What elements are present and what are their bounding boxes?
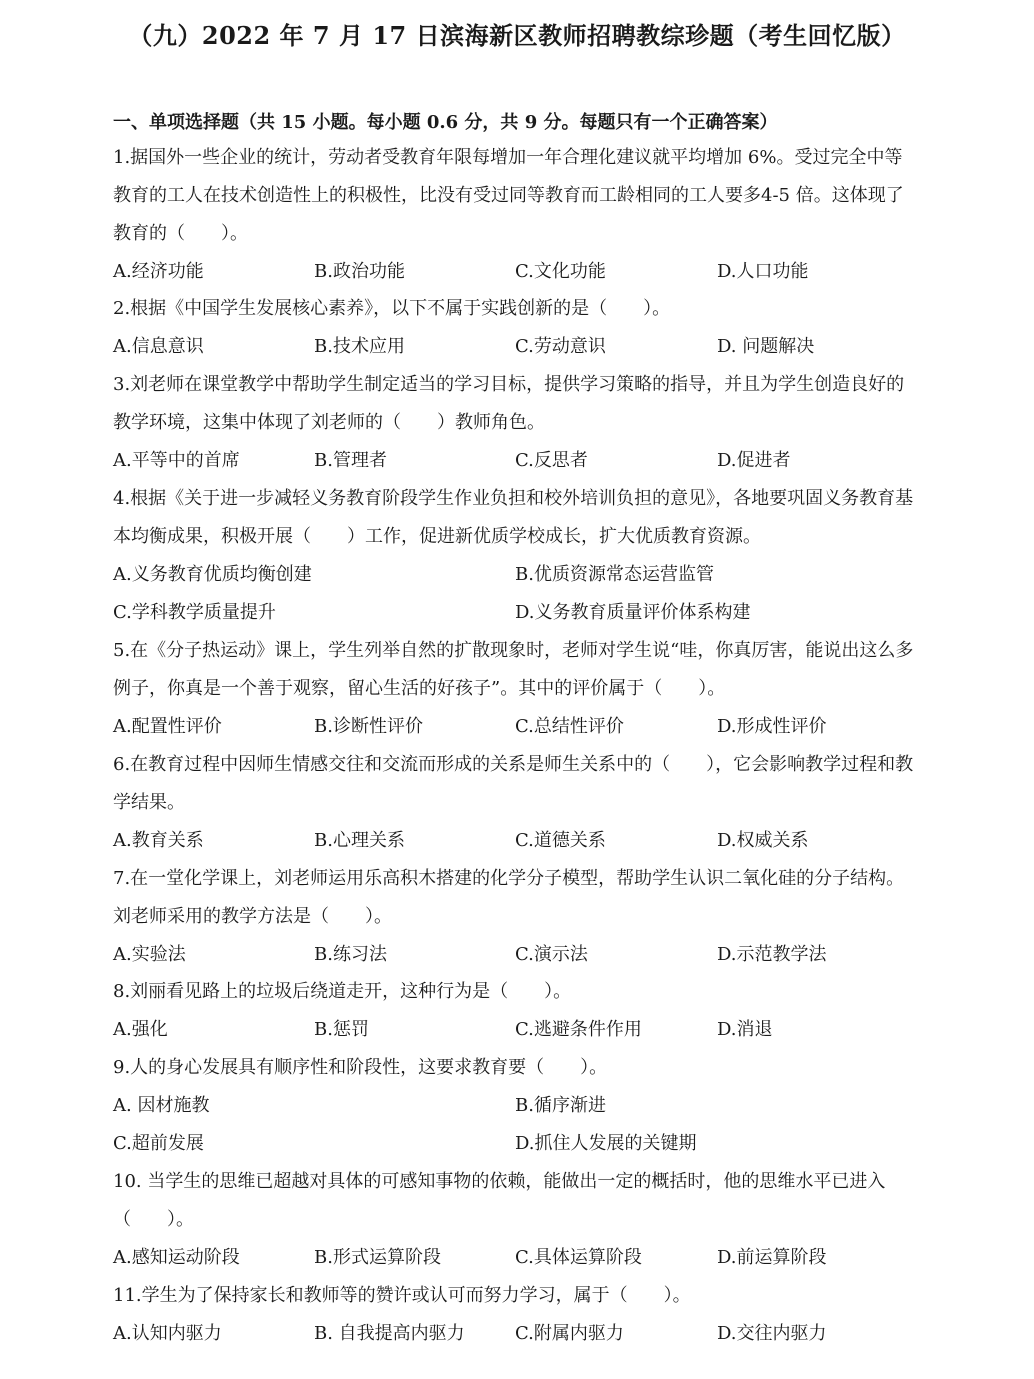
question-3: 3.刘老师在课堂教学中帮助学生制定适当的学习目标，提供学习策略的指导，并且为学生创造良好的教学环境，这集中体现了刘老师的（ ）教师角色。	[113, 374, 905, 433]
option-a: A.配置性评价	[113, 716, 222, 737]
option-a: A.认知内驱力	[113, 1323, 222, 1344]
option-c: C.总结性评价	[515, 716, 624, 737]
option-d: D.形成性评价	[717, 716, 827, 737]
option-c: C.劳动意识	[515, 336, 606, 357]
options-row	[113, 442, 915, 480]
options-row	[113, 1239, 915, 1277]
question-1: 1.据国外一些企业的统计，劳动者受教育年限每增加一年合理化建议就平均增加 6%。受过完全中等教育的工人在技术创造性上的积极性，比没有受过同等教育而工龄相同的工人要多4-5 倍。这体现了教育的（ ）。	[113, 147, 904, 244]
question-7: 7.在一堂化学课上，刘老师运用乐高积木搭建的化学分子模型，帮助学生认识二氧化硅的分子结构。刘老师采用的教学方法是（ ）。	[113, 868, 905, 927]
option-b: B.优质资源常态运营监管	[515, 564, 714, 585]
options-row	[113, 1087, 915, 1125]
option-c: C.附属内驱力	[515, 1323, 624, 1344]
options-row	[113, 1315, 915, 1353]
options-row	[113, 1125, 915, 1163]
option-c: C.文化功能	[515, 261, 606, 282]
option-a: A.教育关系	[113, 830, 204, 851]
option-b: B.诊断性评价	[314, 716, 423, 737]
option-a: A.实验法	[113, 944, 186, 965]
option-a: A.义务教育优质均衡创建	[113, 564, 312, 585]
option-c: C.道德关系	[515, 830, 606, 851]
option-c: C.逃避条件作用	[515, 1019, 642, 1040]
question-2: 2.根据《中国学生发展核心素养》，以下不属于实践创新的是（ ）。	[113, 298, 671, 319]
option-b: B.循序渐进	[515, 1095, 606, 1116]
question-5: 5.在《分子热运动》课上，学生列举自然的扩散现象时，老师对学生说“哇，你真厉害，能说出这么多例子，你真是一个善于观察，留心生活的好孩子”。其中的评价属于（ ）。	[113, 640, 914, 699]
option-b: B.心理关系	[314, 830, 405, 851]
option-d: D.交往内驱力	[717, 1323, 827, 1344]
option-d: D.抓住人发展的关键期	[515, 1133, 697, 1154]
option-b: B.政治功能	[314, 261, 405, 282]
option-d: D.人口功能	[717, 261, 809, 282]
option-c: C.学科教学质量提升	[113, 602, 276, 623]
options-row	[113, 328, 915, 366]
option-a: A.感知运动阶段	[113, 1247, 240, 1268]
option-b: B.练习法	[314, 944, 387, 965]
options-row	[113, 936, 915, 974]
options-row	[113, 556, 915, 594]
option-d: D. 问题解决	[717, 336, 815, 357]
question-8: 8.刘丽看见路上的垃圾后绕道走开，这种行为是（ ）。	[113, 981, 572, 1002]
option-a: A.信息意识	[113, 336, 204, 357]
option-b: B.技术应用	[314, 336, 405, 357]
question-6: 6.在教育过程中因师生情感交往和交流而形成的关系是师生关系中的（ ），它会影响教学过程和教学结果。	[113, 754, 914, 813]
options-row	[113, 253, 915, 291]
section-heading: 一、单项选择题（共 15 小题。每小题 0.6 分，共 9 分。每题只有一个正确答案）	[113, 112, 778, 133]
options-row	[113, 822, 915, 860]
options-row	[113, 594, 915, 632]
question-11: 11.学生为了保持家长和教师等的赞许或认可而努力学习，属于（ ）。	[113, 1285, 691, 1306]
option-c: C.超前发展	[113, 1133, 204, 1154]
option-d: D.促进者	[717, 450, 791, 471]
option-a: A.平等中的首席	[113, 450, 240, 471]
question-10: 10. 当学生的思维已超越对具体的可感知事物的依赖，能做出一定的概括时，他的思维水平已进入（ ）。	[113, 1171, 886, 1230]
option-c: C.反思者	[515, 450, 588, 471]
question-9: 9.人的身心发展具有顺序性和阶段性，这要求教育要（ ）。	[113, 1057, 608, 1078]
option-a: A.强化	[113, 1019, 168, 1040]
option-d: D.义务教育质量评价体系构建	[515, 602, 751, 623]
option-d: D.前运算阶段	[717, 1247, 827, 1268]
options-row	[113, 1011, 915, 1049]
option-b: B.管理者	[314, 450, 387, 471]
option-a: A. 因材施教	[113, 1095, 210, 1116]
option-b: B. 自我提高内驱力	[314, 1323, 465, 1344]
option-c: C.具体运算阶段	[515, 1247, 642, 1268]
option-b: B.形式运算阶段	[314, 1247, 441, 1268]
option-d: D.权威关系	[717, 830, 809, 851]
option-d: D.消退	[717, 1019, 773, 1040]
options-row	[113, 708, 915, 746]
option-d: D.示范教学法	[717, 944, 827, 965]
page-title: （九）2022 年 7 月 17 日滨海新区教师招聘教综珍题（考生回忆版）	[128, 21, 906, 50]
option-b: B.惩罚	[314, 1019, 369, 1040]
option-a: A.经济功能	[113, 261, 204, 282]
option-c: C.演示法	[515, 944, 588, 965]
question-4: 4.根据《关于进一步减轻义务教育阶段学生作业负担和校外培训负担的意见》，各地要巩固义务教育基本均衡成果，积极开展（ ）工作，促进新优质学校成长，扩大优质教育资源。	[113, 488, 914, 547]
